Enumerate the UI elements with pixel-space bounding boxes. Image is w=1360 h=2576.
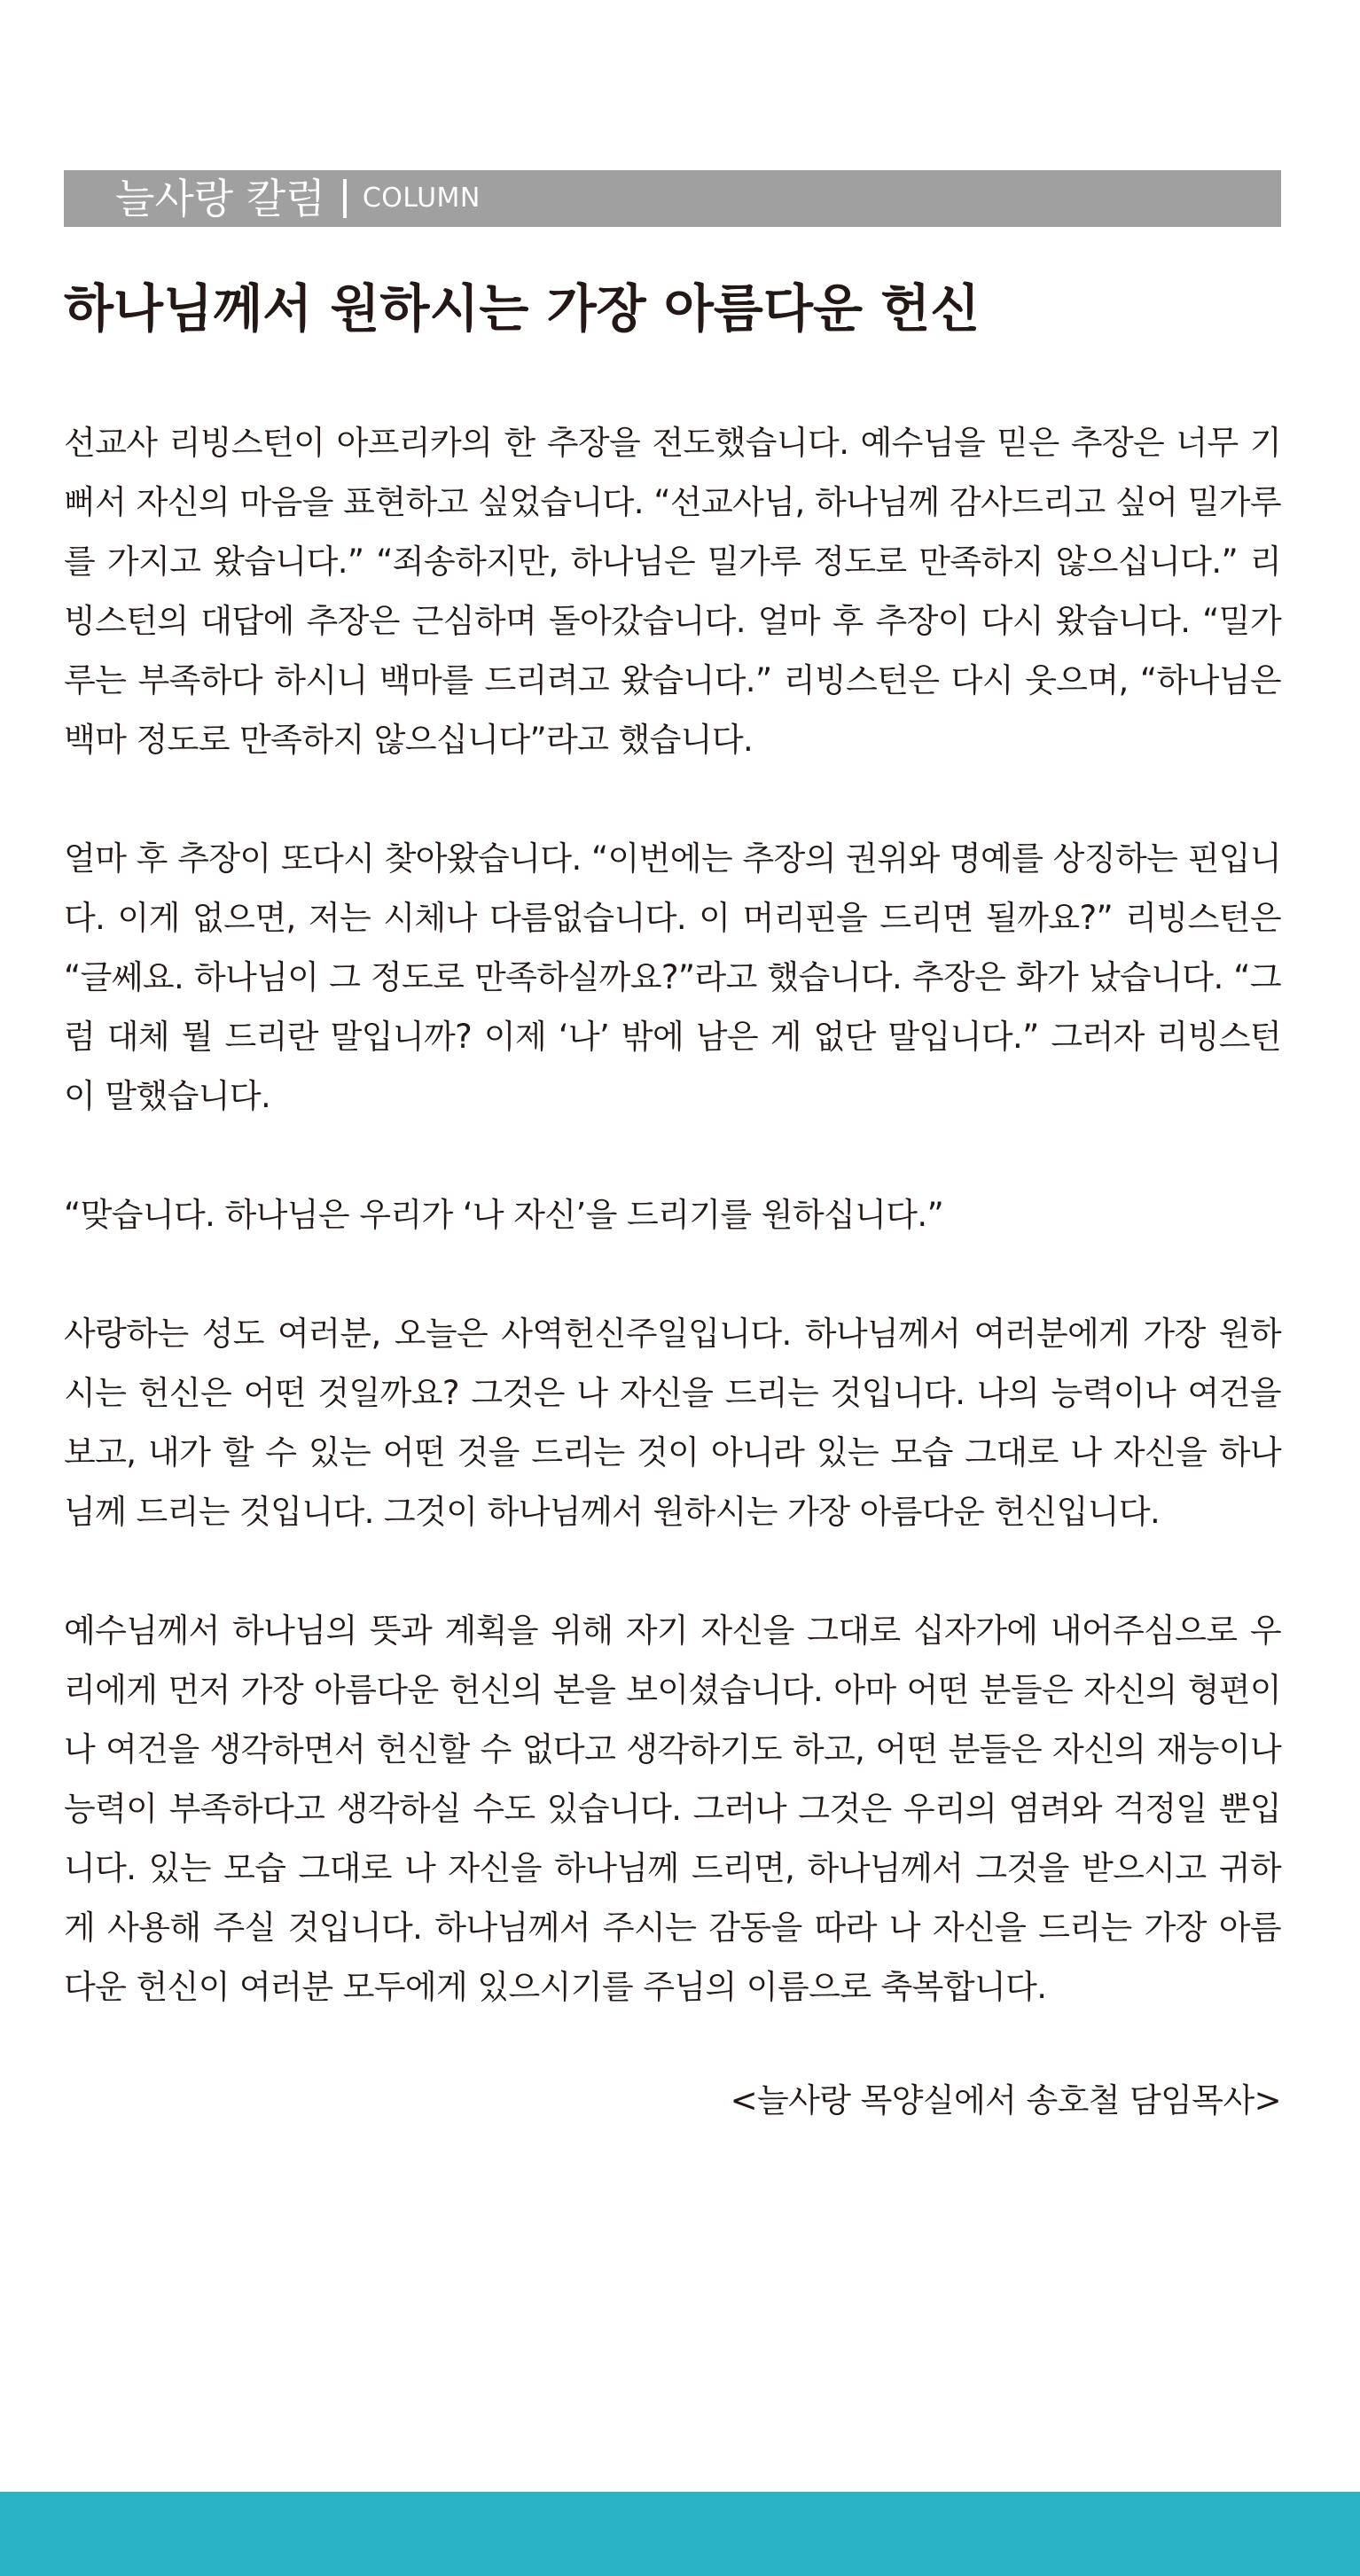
column-header-bar	[64, 170, 1281, 227]
header-divider	[343, 179, 347, 218]
footer-band	[0, 2492, 1360, 2576]
article-body	[64, 413, 1281, 2076]
paragraph-4: 사랑하는 성도 여러분, 오늘은 사역헌신주일입니다. 하나님께서 여러분에게 가장 원하시는 헌신은 어떤 것일까요? 그것은 나 자신을 드리는 것입니다. 나의 능력이나 여건을 보고, 내가 할 수 있는 어떤 것을 드리는 것이 아니라 있는 모습 그대로 나 자신을 하나님께 드리는 것입니다. 그것이 하나님께서 원하시는 가장 아름다운 헌신입니다.	[64, 1315, 1281, 1531]
author-signature: <늘사랑 목양실에서 송호철 담임목사>	[730, 2081, 1281, 2119]
paragraph-3: “맞습니다. 하나님은 우리가 ‘나 자신’을 드리기를 원하십니다.”	[64, 1196, 944, 1234]
article-title: 하나님께서 원하시는 가장 아름다운 헌신	[64, 278, 981, 339]
paragraph-5: 예수님께서 하나님의 뜻과 계획을 위해 자기 자신을 그대로 십자가에 내어주심으로 우리에게 먼저 가장 아름다운 헌신의 본을 보이셨습니다. 아마 어떤 분들은 자신의 형편이나 여건을 생각하면서 헌신할 수 없다고 생각하기도 하고, 어떤 분들은 자신의 재능이나 능력이 부족하다고 생각하실 수도 있습니다. 그러나 그것은 우리의 염려와 걱정일 뿐입니다. 있는 모습 그대로 나 자신을 하나님께 드리면, 하나님께서 그것을 받으시고 귀하게 사용해 주실 것입니다. 하나님께서 주시는 감동을 따라 나 자신을 드리는 가장 아름다운 헌신이 여러분 모두에게 있으시기를 주님의 이름으로 축복합니다.	[64, 1612, 1281, 2006]
column-header-subtitle: COLUMN	[362, 183, 481, 214]
column-header-title: 늘사랑 칼럼	[115, 175, 325, 222]
paragraph-2: 얼마 후 추장이 또다시 찾아왔습니다. “이번에는 추장의 권위와 명예를 상징하는 핀입니다. 이게 없으면, 저는 시체나 다름없습니다. 이 머리핀을 드리면 될까요?” 리빙스턴은 “글쎄요. 하나님이 그 정도로 만족하실까요?”라고 했습니다. 추장은 화가 났습니다. “그럼 대체 뭘 드리란 말입니까? 이제 ‘나’ 밖에 남은 게 없단 말입니다.” 그러자 리빙스턴이 말했습니다.	[64, 839, 1281, 1115]
paragraph-1: 선교사 리빙스턴이 아프리카의 한 추장을 전도했습니다. 예수님을 믿은 추장은 너무 기뻐서 자신의 마음을 표현하고 싶었습니다. “선교사님, 하나님께 감사드리고 싶어 밀가루를 가지고 왔습니다.” “죄송하지만, 하나님은 밀가루 정도로 만족하지 않으십니다.” 리빙스턴의 대답에 추장은 근심하며 돌아갔습니다. 얼마 후 추장이 다시 왔습니다. “밀가루는 부족하다 하시니 백마를 드리려고 왔습니다.” 리빙스턴은 다시 웃으며, “하나님은 백마 정도로 만족하지 않으십니다”라고 했습니다.	[64, 424, 1281, 759]
